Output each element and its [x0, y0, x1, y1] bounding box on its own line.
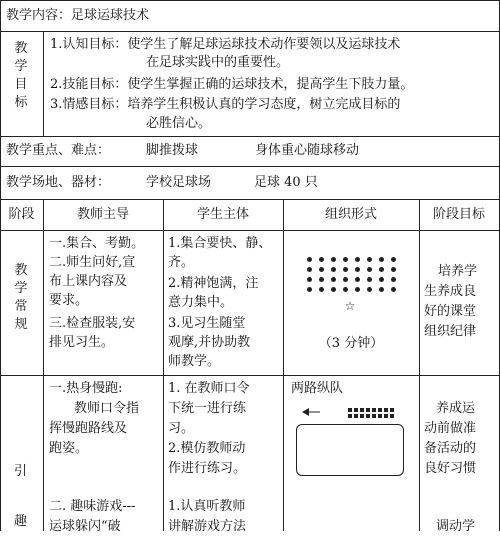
row2-goal-line: 调动学 [436, 519, 476, 534]
row2-student-line: 作进行练习。 [168, 461, 247, 476]
student-dot [343, 277, 348, 282]
header-stage: 阶段 [8, 207, 35, 222]
student-dot [307, 277, 312, 282]
row1-student-line: 师教学。 [168, 354, 221, 369]
rule [0, 199, 500, 200]
venue-place: 学校足球场 [146, 175, 212, 190]
row2-student-line: 1. 在教师口令 [168, 381, 250, 396]
student-dot [355, 257, 360, 262]
student-dot [319, 267, 324, 272]
student-dot [319, 277, 324, 282]
student-dot [367, 277, 372, 282]
student-dot [391, 287, 396, 292]
row2-student-line: 下统一进行练 [168, 401, 247, 416]
row1-teacher-line: 要求。 [49, 293, 89, 308]
row1-student-line: 2.精神饱满，注 [168, 276, 259, 291]
rule [0, 230, 500, 231]
row1-student-line: 意力集中。 [168, 295, 234, 310]
student-dot [319, 287, 324, 292]
student-dot [391, 277, 396, 282]
objective-emotion-cont: 必胜信心。 [146, 116, 212, 131]
row2-student-line: 2.模仿教师动 [168, 441, 246, 456]
rule [163, 199, 164, 531]
key-points-label: 教学重点、难点： [6, 143, 111, 158]
header-organization: 组织形式 [324, 207, 377, 222]
objective-emotion: 3.情感目标：培养学生积极认真的学习态度，树立完成目标的 [50, 97, 401, 112]
student-dot [307, 257, 312, 262]
rule [0, 0, 500, 1]
row2-stage-char1 [14, 447, 28, 547]
row1-student-line: 1.集合要快、静、 [168, 236, 272, 251]
direction-arrow-icon [300, 405, 400, 419]
row2-teacher-line: 挥慢跑路线及 [49, 421, 128, 436]
rule [43, 199, 44, 531]
rule [43, 31, 44, 136]
row1-goal-line: 组织纪律 [424, 324, 477, 339]
student-dot [307, 267, 312, 272]
student-dot [343, 267, 348, 272]
objectives-label: 教学目标 [14, 41, 28, 110]
rule [0, 0, 1, 531]
student-dot [367, 257, 372, 262]
row1-student-line: 3.见习生随堂 [168, 316, 246, 331]
row2-teacher-line: 教师口令指 [74, 401, 140, 416]
student-dot [331, 267, 336, 272]
header-goal: 阶段目标 [432, 207, 485, 222]
key-point-2: 身体重心随球移动 [255, 143, 360, 158]
venue-label: 教学场地、器材： [6, 175, 111, 190]
row1-goal-line: 生养成良 [424, 284, 477, 299]
student-dot [343, 257, 348, 262]
student-dot [331, 277, 336, 282]
row1-teacher-line: 布上课内容及 [49, 274, 128, 289]
row2-teacher-line: 运球躲闪“破 [49, 519, 121, 534]
student-dot [379, 277, 384, 282]
student-dot [343, 287, 348, 292]
lesson-content: 教学内容：足球运球技术 [6, 8, 150, 23]
running-route-rectangle [296, 424, 404, 476]
row1-teacher-line: 三.检查服装,安 [49, 316, 136, 331]
row2-goal-line: 备活动的 [424, 441, 477, 456]
student-dot [379, 267, 384, 272]
rule [0, 166, 500, 167]
rule [0, 31, 500, 32]
rule [419, 199, 420, 531]
row1-goal-line: 培养学 [438, 264, 478, 279]
venue-equipment: 足球 40 只 [254, 175, 318, 190]
student-dot [379, 257, 384, 262]
student-dot [355, 277, 360, 282]
row1-student-line: 齐。 [168, 255, 195, 270]
row2-goal-line: 良好习惯 [424, 461, 477, 476]
row1-stage: 教学常规 [14, 263, 28, 332]
student-dot [391, 257, 396, 262]
student-dot [331, 287, 336, 292]
row1-student-line: 观摩,并协助教 [168, 335, 251, 350]
student-dot [367, 267, 372, 272]
student-dot [355, 287, 360, 292]
student-dot [355, 267, 360, 272]
student-dot [331, 257, 336, 262]
row1-goal-line: 好的课堂 [424, 304, 477, 319]
teacher-star-icon: ☆ [344, 299, 356, 313]
row2-goal-line: 动前做准 [424, 421, 477, 436]
row2-teacher-line: 跑姿。 [49, 441, 89, 456]
header-student: 学生主体 [196, 207, 249, 222]
header-teacher: 教师主导 [76, 207, 129, 222]
student-dot [391, 267, 396, 272]
row2-teacher-line: 二. 趣味游戏--- [49, 499, 136, 514]
row2-org-label: 两路纵队 [291, 381, 344, 396]
student-dot [367, 287, 372, 292]
row2-teacher-line: 一.热身慢跑: [49, 381, 123, 396]
student-dot [307, 287, 312, 292]
row2-student-line: 讲解游戏方法 [168, 519, 247, 534]
row2-stage-text: 引趣 [14, 464, 28, 529]
objective-cognitive: 1.认知目标：使学生了解足球运球技术动作要领以及运球技术 [50, 37, 401, 52]
row1-teacher-line: 二.师生问好,宣 [49, 255, 136, 270]
row1-org-time: （3 分钟） [318, 336, 384, 351]
objective-cognitive-cont: 在足球实践中的重要性。 [146, 55, 290, 70]
row1-teacher-line: 排见习生。 [49, 335, 115, 350]
key-point-1: 脚推拨球 [146, 143, 199, 158]
rule [0, 375, 500, 376]
student-dot [319, 257, 324, 262]
rule [0, 136, 500, 137]
row2-student-line: 1.认真听教师 [168, 499, 246, 514]
row2-goal-line: 养成运 [436, 401, 476, 416]
rule [283, 199, 284, 531]
row2-student-line: 习。 [168, 421, 195, 436]
student-dot [379, 287, 384, 292]
row1-teacher-line: 一.集合、考勤。 [49, 236, 145, 251]
objective-skill: 2.技能目标：使学生掌握正确的运球技术，提高学生下肢力量。 [50, 77, 414, 92]
